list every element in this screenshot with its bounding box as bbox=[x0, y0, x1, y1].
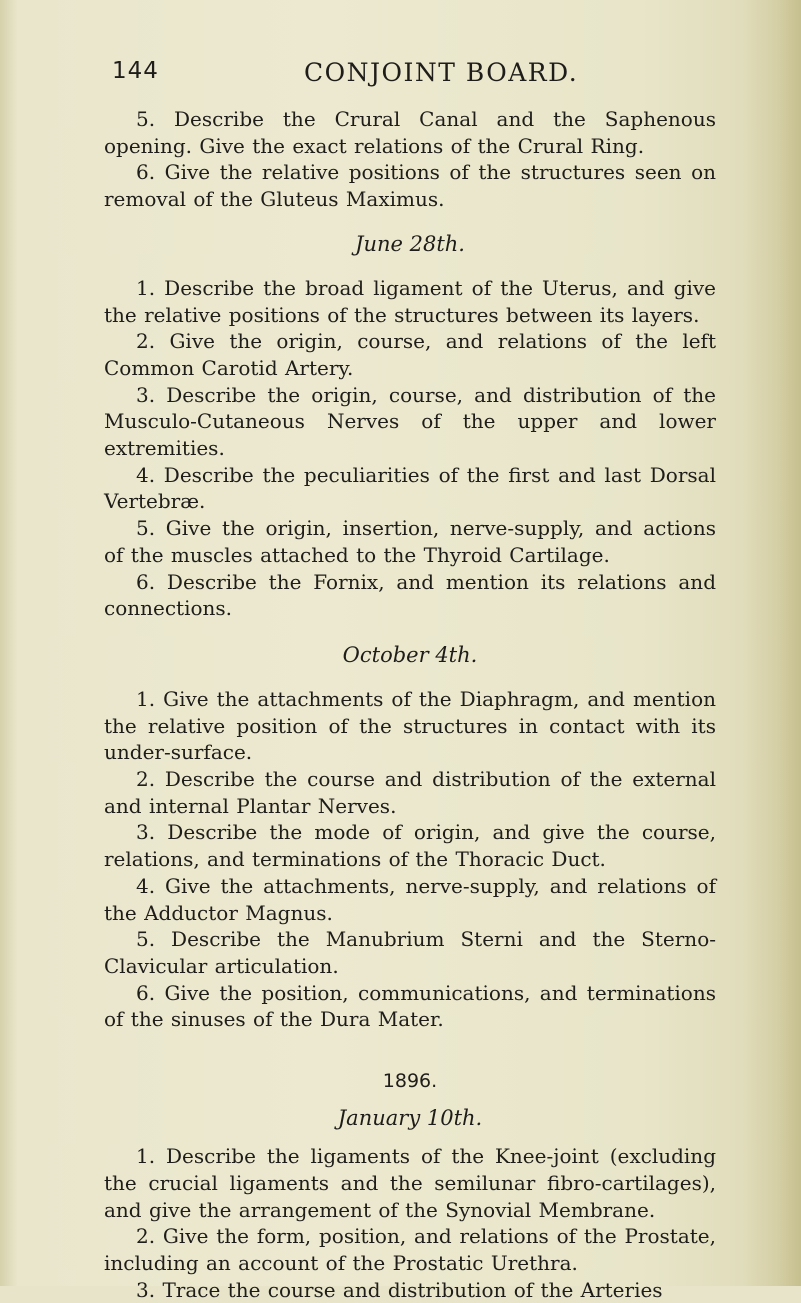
question: 6. Describe the Fornix, and mention its relations and connections. bbox=[104, 569, 716, 621]
page-number: 144 bbox=[112, 58, 159, 84]
question: 2. Give the form, position, and relations of the Prostate, including an account of the Prostatic Urethra. bbox=[104, 1224, 716, 1275]
question: 3. Describe the origin, course, and distribution of the Musculo-Cutaneous Nerves of the upper and lower extremities. bbox=[104, 382, 716, 461]
question: 1. Give the attachments of the Diaphragm, and mention the relative position of the structures in contact with its under-surface. bbox=[104, 686, 716, 765]
question: 4. Describe the peculiarities of the first and last Dorsal Vertebræ. bbox=[104, 462, 716, 514]
question: 5. Give the origin, insertion, nerve-supply, and actions of the muscles attached to the Thyroid Cartilage. bbox=[104, 516, 716, 567]
question: 1. Describe the broad ligament of the Uterus, and give the relative positions of the structures between its layers. bbox=[104, 275, 716, 327]
page-gutter-shadow bbox=[0, 0, 18, 1286]
question: 1. Describe the ligaments of the Knee-joint (excluding the crucial ligaments and the semilunar fibro-cartilages), and give the arrangement of the Synovial Membrane. bbox=[104, 1144, 716, 1222]
running-head bbox=[104, 54, 716, 94]
page-content bbox=[104, 54, 716, 1303]
question: 6. Give the position, communications, and terminations of the sinuses of the Dura Mater. bbox=[104, 980, 716, 1032]
page-edge-discoloration bbox=[743, 0, 801, 1286]
section-heading-june: June 28th. bbox=[355, 231, 465, 256]
running-title: CONJOINT BOARD. bbox=[304, 58, 579, 87]
question: 4. Give the attachments, nerve-supply, and relations of the Adductor Magnus. bbox=[104, 873, 716, 925]
section-heading-january: January 10th. bbox=[337, 1106, 483, 1131]
question: 5. Describe the Crural Canal and the Saphenous opening. Give the exact relations of the Crural Ring. bbox=[104, 107, 716, 158]
question: 5. Describe the Manubrium Sterni and the Sterno-Clavicular articulation. bbox=[104, 927, 716, 978]
year-heading: 1896. bbox=[382, 1070, 438, 1093]
question: 2. Give the origin, course, and relations of the left Common Carotid Artery. bbox=[104, 329, 716, 380]
question: 3. Trace the course and distribution of the Arteries bbox=[136, 1277, 663, 1302]
question: 2. Describe the course and distribution of the external and internal Plantar Nerves. bbox=[104, 767, 716, 818]
question: 6. Give the relative positions of the structures seen on removal of the Gluteus Maximus. bbox=[104, 160, 716, 212]
question: 3. Describe the mode of origin, and give the course, relations, and terminations of the Thoracic Duct. bbox=[104, 820, 716, 872]
section-heading-october: October 4th. bbox=[342, 642, 478, 667]
